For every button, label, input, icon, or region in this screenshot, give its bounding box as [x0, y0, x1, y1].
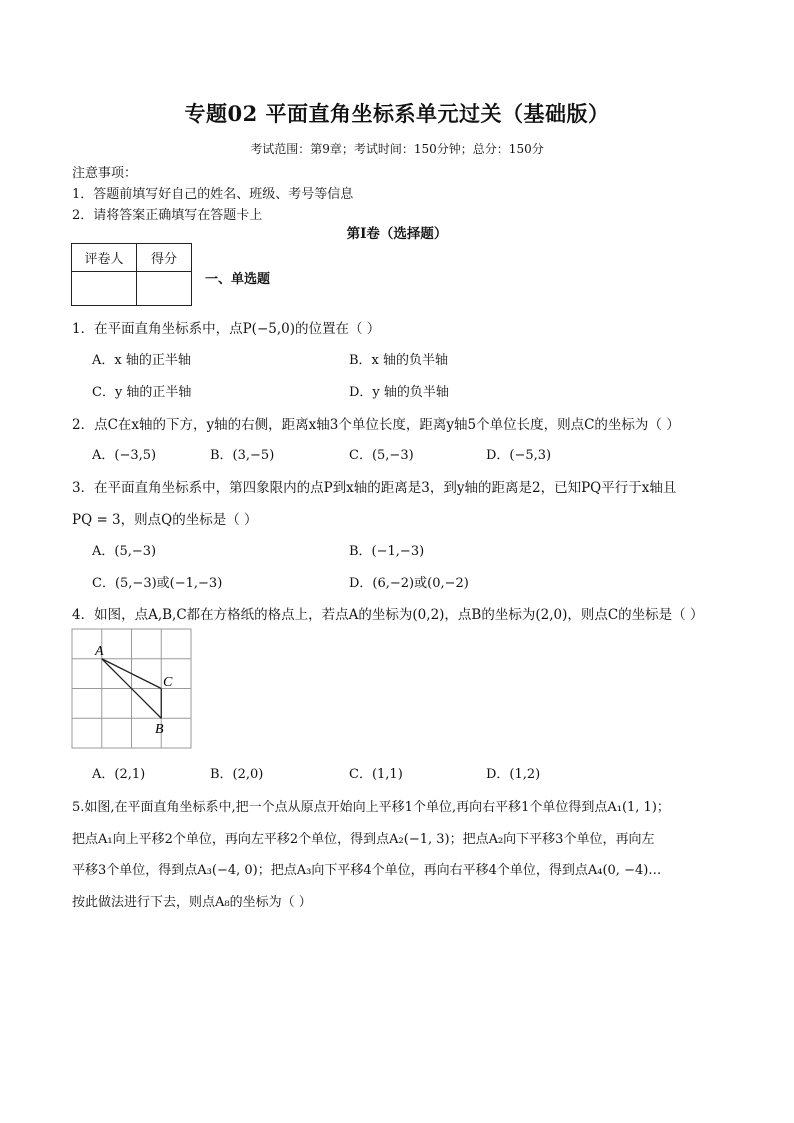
q3-option-a: A．(5,−3)	[92, 544, 157, 559]
page-title: 专题02 平面直角坐标系单元过关（基础版）	[184, 101, 610, 126]
question-1-stem: 1．在平面直角坐标系中，点P(−5,0)的位置在（ ）	[72, 321, 381, 337]
grid-figure	[71, 628, 193, 750]
q4-option-a: A．(2,1)	[92, 767, 146, 782]
grader-cell	[72, 272, 137, 306]
question-5-line3: 平移3个单位，得到点A₃(−4, 0)；把点A₃向下平移4个单位，再向右平移4个单位，得到点A₄(0, −4)…	[72, 863, 662, 878]
q4-option-b: B．(2,0)	[210, 767, 264, 782]
point-a-label: A	[95, 644, 104, 659]
score-cell	[137, 272, 192, 306]
q3-option-c: C．(5,−3)或(−1,−3)	[92, 576, 223, 591]
q4-option-d: D．(1,2)	[486, 767, 541, 782]
point-b-label: B	[155, 722, 164, 737]
part-title: 一、单选题	[205, 272, 271, 287]
q1-option-c: C．y 轴的正半轴	[92, 385, 192, 400]
q2-option-c: C．(5,−3)	[349, 448, 414, 463]
notice-item-1: 1．答题前填写好自己的姓名、班级、考号等信息	[72, 187, 354, 202]
question-5-line1: 5.如图,在平面直角坐标系中,把一个点从原点开始向上平移1个单位,再向右平移1个单位得到点A₁(1, 1)；	[72, 800, 670, 815]
question-5-line4: 按此做法进行下去，则点A₈的坐标为（ ）	[72, 895, 312, 910]
score-table	[71, 243, 192, 306]
q4-option-c: C．(1,1)	[349, 767, 403, 782]
q3-option-d: D．(6,−2)或(0,−2)	[349, 576, 469, 591]
notice-item-2: 2．请将答案正确填写在答题卡上	[72, 208, 263, 223]
question-3-stem-line1: 3．在平面直角坐标系中，第四象限内的点P到x轴的距离是3，到y轴的距离是2，已知PQ平行于x轴且	[72, 480, 677, 496]
question-5-line2: 把点A₁向上平移2个单位，再向左平移2个单位，得到点A₂(−1, 3)；把点A₂向下平移3个单位，再向左	[72, 832, 655, 847]
point-c-label: C	[163, 675, 173, 690]
q3-option-b: B．(−1,−3)	[349, 544, 425, 559]
q2-option-b: B．(3,−5)	[210, 448, 275, 463]
grader-header: 评卷人	[72, 244, 137, 272]
question-2-stem: 2．点C在x轴的下方，y轴的右侧，距离x轴3个单位长度，距离y轴5个单位长度，则点C的坐标为（ ）	[72, 417, 680, 433]
q1-option-b: B．x 轴的负半轴	[349, 353, 449, 368]
score-header: 得分	[137, 244, 192, 272]
q1-option-a: A．x 轴的正半轴	[92, 353, 191, 368]
section-title: 第I卷（选择题）	[346, 226, 448, 242]
question-4-stem: 4．如图，点A,B,C都在方格纸的格点上，若点A的坐标为(0,2)，点B的坐标为(2,0)，则点C的坐标是（ ）	[72, 607, 704, 623]
question-3-stem-line2: PQ = 3，则点Q的坐标是（ ）	[72, 512, 258, 528]
q2-option-d: D．(−5,3)	[486, 448, 552, 463]
q1-option-d: D．y 轴的负半轴	[349, 385, 449, 400]
q2-option-a: A．(−3,5)	[92, 448, 157, 463]
notice-heading: 注意事项：	[72, 166, 138, 181]
exam-info: 考试范围：第9章；考试时间：150分钟；总分：150分	[250, 142, 544, 156]
